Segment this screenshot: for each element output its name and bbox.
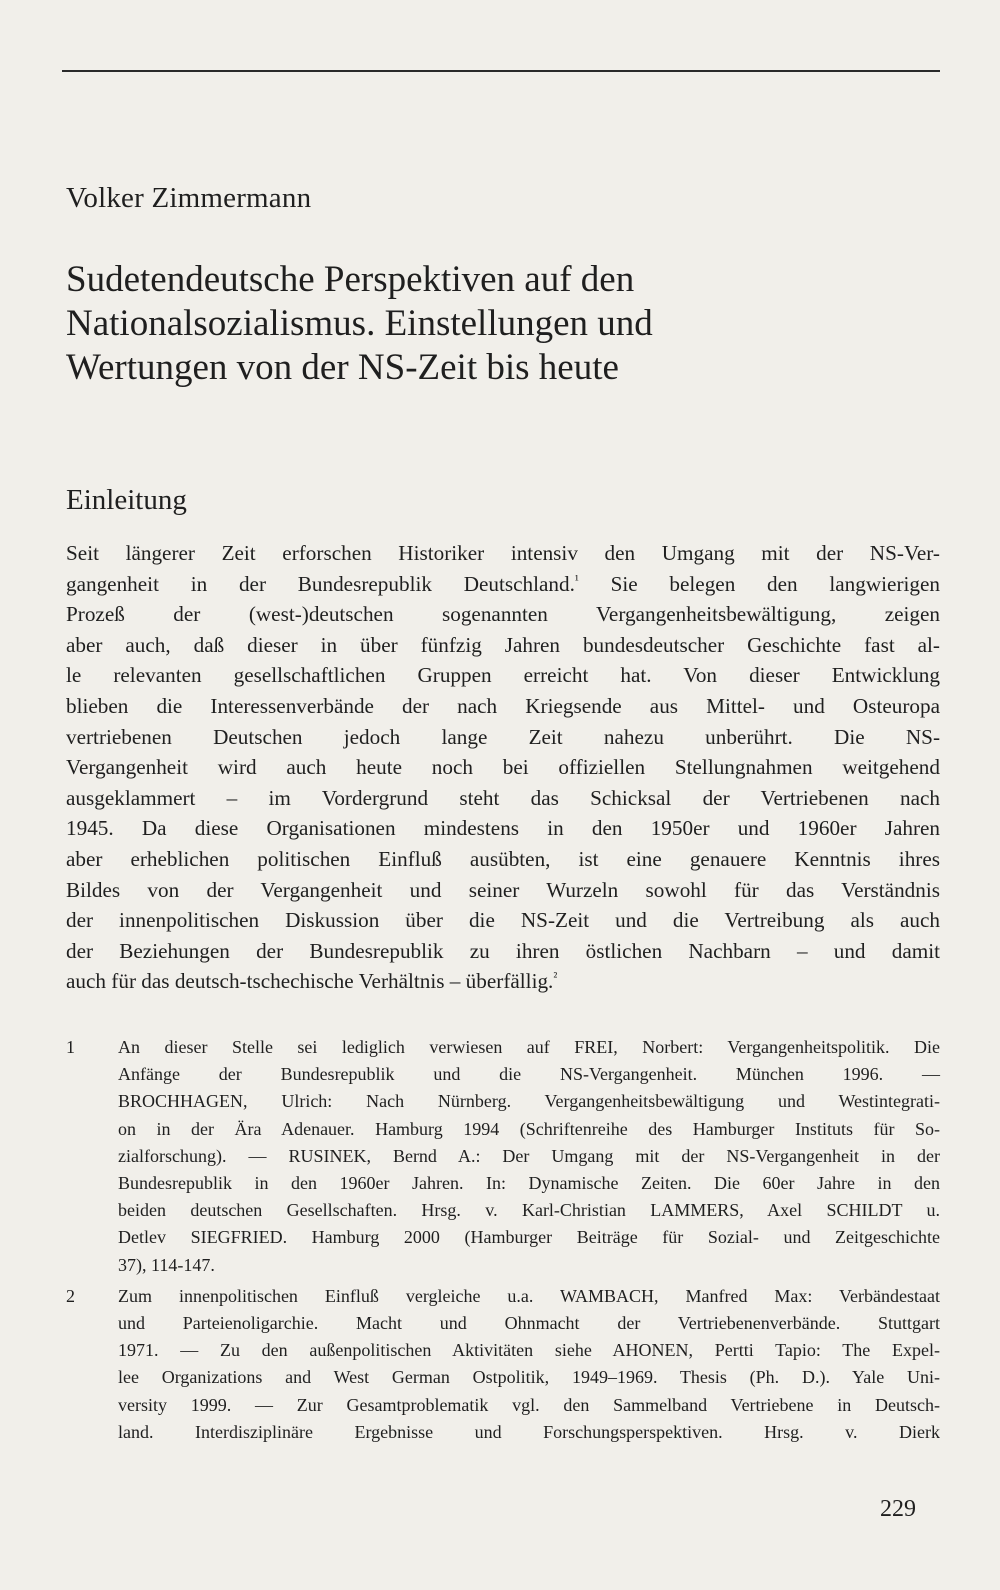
author-name: Volker Zimmermann: [66, 182, 312, 214]
footnote-text: [118, 1283, 940, 1446]
footnote-line: 37), 114-147.: [118, 1254, 215, 1275]
article-title: [66, 258, 936, 390]
footnote-line: versity 1999. — Zur Gesamtproblematik vgl. den Sammelband Vertriebene in Deutsch-: [118, 1394, 940, 1415]
body-line: der Beziehungen der Bundesrepublik zu ihren östlichen Nachbarn – und damit: [66, 938, 940, 963]
body-line: aber erheblichen politischen Einfluß ausübten, ist eine genauere Kenntnis ihres: [66, 846, 940, 871]
footnote-2: [66, 1283, 940, 1446]
body-line: [66, 966, 940, 997]
body-line: vertriebenen Deutschen jedoch lange Zeit nahezu unberührt. Die NS-: [66, 724, 940, 749]
footnote-line: und Parteienoligarchie. Macht und Ohnmacht der Vertriebenenverbände. Stuttgart: [118, 1313, 940, 1334]
body-text: [66, 538, 940, 997]
footnote-line: 1971. — Zu den außenpolitischen Aktivitäten siehe AHONEN, Pertti Tapio: The Expel-: [118, 1340, 940, 1361]
footnote-number: 1: [66, 1037, 75, 1057]
title-line: Wertungen von der NS-Zeit bis heute: [66, 347, 619, 388]
footnote-line: Anfänge der Bundesrepublik und die NS-Vergangenheit. München 1996. —: [118, 1064, 940, 1085]
footnote-line: zialforschung). — RUSINEK, Bernd A.: Der Umgang mit der NS-Vergangenheit in der: [118, 1145, 940, 1166]
footnote-ref-1[interactable]: ¹: [574, 571, 579, 587]
body-text-fragment: Sie belegen den langwierigen: [578, 571, 940, 596]
footnote-line: BROCHHAGEN, Ulrich: Nach Nürnberg. Vergangenheitsbewältigung und Westintegrati-: [118, 1091, 940, 1112]
body-line: [66, 569, 940, 600]
body-line: Prozeß der (west-)deutschen sogenannten Vergangenheitsbewältigung, zeigen: [66, 602, 940, 627]
footnote-line: land. Interdisziplinäre Ergebnisse und Forschungsperspektiven. Hrsg. v. Dierk: [118, 1421, 940, 1442]
footnote-line: Detlev SIEGFRIED. Hamburg 2000 (Hamburger Beiträge für Sozial- und Zeitgeschichte: [118, 1227, 940, 1248]
body-line: aber auch, daß dieser in über fünfzig Jahren bundesdeutscher Geschichte fast al-: [66, 632, 940, 657]
title-line: Sudetendeutsche Perspektiven auf den: [66, 259, 635, 300]
footnote-line: beiden deutschen Gesellschaften. Hrsg. v. Karl-Christian LAMMERS, Axel SCHILDT u.: [118, 1200, 940, 1221]
body-line: blieben die Interessenverbände der nach Kriegsende aus Mittel- und Osteuropa: [66, 693, 940, 718]
footnote-line: lee Organizations and West German Ostpolitik, 1949–1969. Thesis (Ph. D.). Yale Uni-: [118, 1367, 940, 1388]
header-rule: [62, 70, 940, 72]
footnote-line: on in der Ära Adenauer. Hamburg 1994 (Schriftenreihe des Hamburger Instituts für So-: [118, 1118, 940, 1139]
body-line: 1945. Da diese Organisationen mindestens in den 1950er und 1960er Jahren: [66, 816, 940, 841]
footnote-line: Bundesrepublik in den 1960er Jahren. In: Dynamische Zeiten. Die 60er Jahre in den: [118, 1173, 940, 1194]
section-heading: Einleitung: [66, 484, 187, 516]
page-number: 229: [880, 1496, 916, 1522]
footnote-number: 2: [66, 1285, 75, 1306]
body-text-fragment: gangenheit in der Bundesrepublik Deutschland.: [66, 571, 575, 596]
footnote-line: Zum innenpolitischen Einfluß vergleiche u.a. WAMBACH, Manfred Max: Verbändestaat: [118, 1285, 940, 1306]
body-line: Bildes von der Vergangenheit und seiner Wurzeln sowohl für das Verständnis: [66, 877, 940, 902]
title-line: Nationalsozialismus. Einstellungen und: [66, 303, 653, 344]
body-line: Vergangenheit wird auch heute noch bei offiziellen Stellungnahmen weitgehend: [66, 755, 940, 780]
footnote-text: [118, 1034, 940, 1279]
footnotes: [66, 1034, 940, 1450]
body-line: le relevanten gesellschaftlichen Gruppen erreicht hat. Von dieser Entwicklung: [66, 663, 940, 688]
footnote-ref-2[interactable]: ²: [553, 969, 558, 985]
body-line: ausgeklammert – im Vordergrund steht das Schicksal der Vertriebenen nach: [66, 785, 940, 810]
body-text-fragment: auch für das deutsch-tschechische Verhältnis – überfällig.: [66, 969, 554, 994]
footnote-1: [66, 1034, 940, 1279]
body-line: der innenpolitischen Diskussion über die NS-Zeit und die Vertreibung als auch: [66, 908, 940, 933]
footnote-line: An dieser Stelle sei lediglich verwiesen auf FREI, Norbert: Vergangenheitspolitik. Die: [118, 1037, 940, 1057]
body-line: Seit längerer Zeit erforschen Historiker intensiv den Umgang mit der NS-Ver-: [66, 541, 940, 565]
